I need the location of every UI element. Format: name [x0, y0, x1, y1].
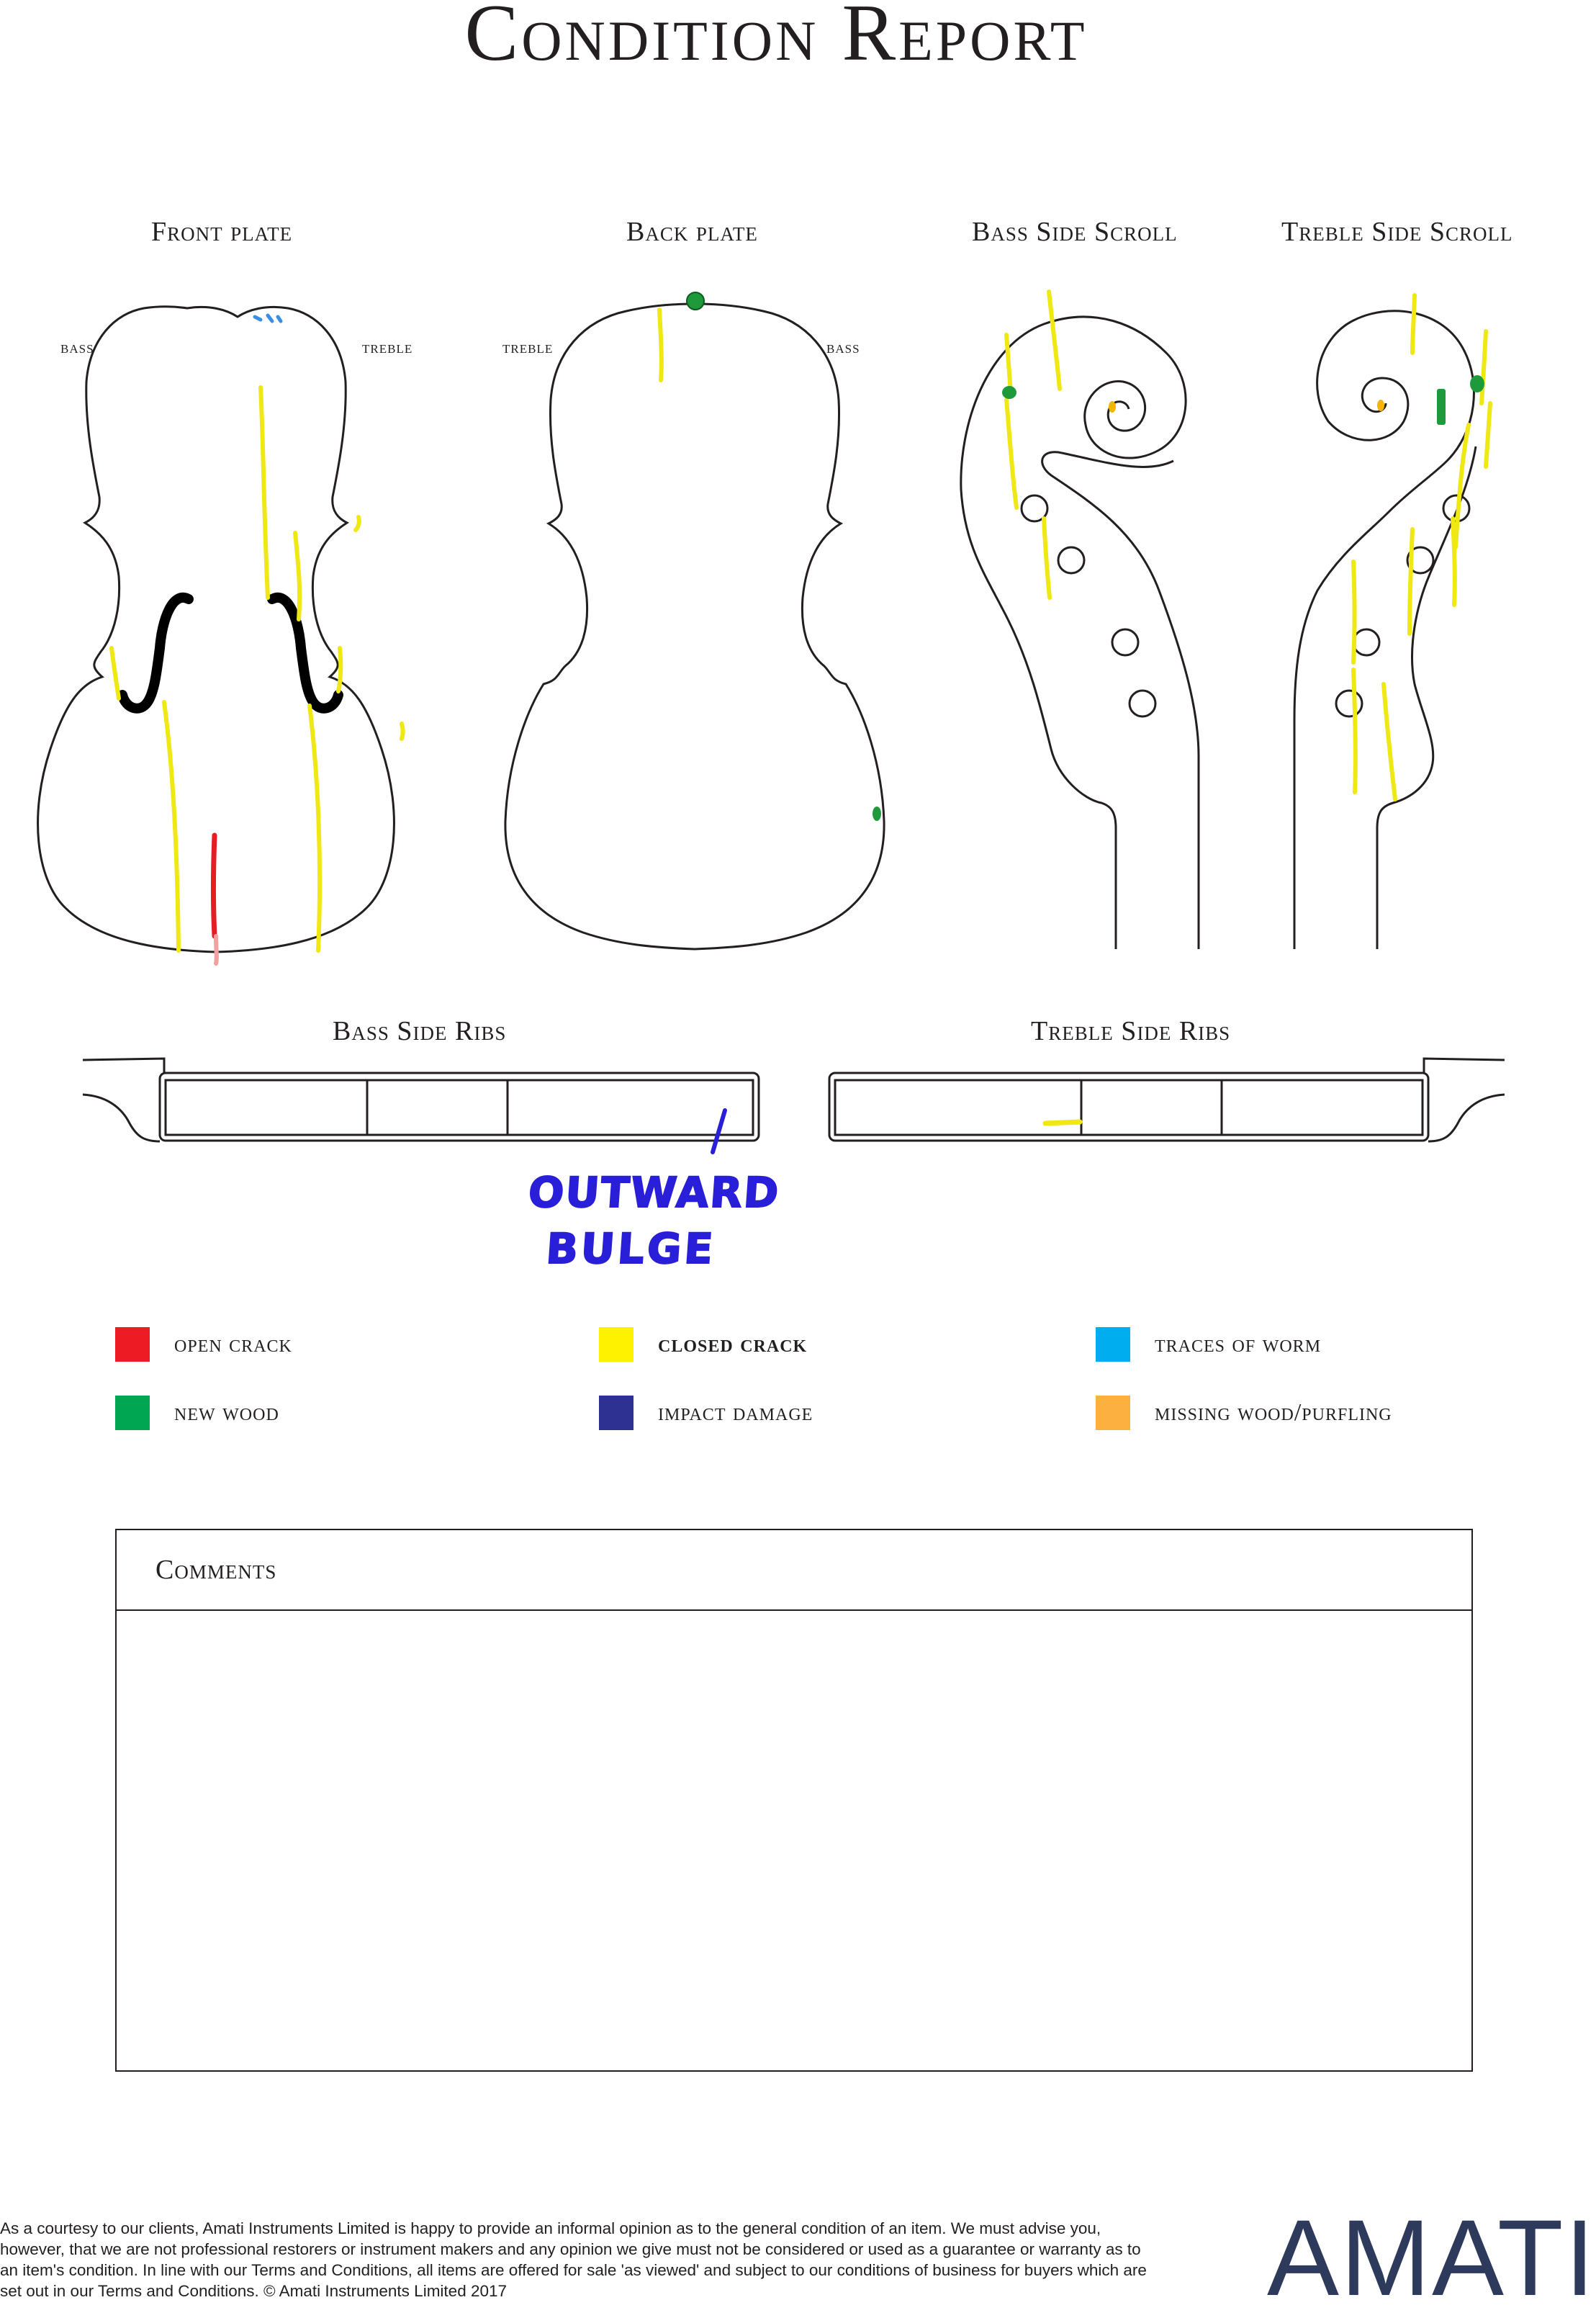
legend-open-crack: [115, 1326, 292, 1362]
bass-side-scroll-outline: [961, 317, 1199, 949]
back-plate-marks: [659, 292, 881, 821]
rib-marks: [713, 1110, 1080, 1152]
front-treble-side-label: treble: [362, 338, 413, 357]
annotation-bulge: BULGE: [544, 1224, 718, 1273]
impact-damage-swatch: [599, 1396, 634, 1430]
comments-field[interactable]: [117, 1611, 1471, 2072]
front-bass-side-label: bass: [60, 338, 94, 357]
page-title: Condition Report: [464, 0, 1088, 78]
treble-side-scroll-outline: [1294, 311, 1476, 949]
f-holes: [122, 598, 338, 709]
front-plate-label: Front plate: [151, 217, 293, 247]
bass-side-scroll-label: Bass Side Scroll: [972, 217, 1178, 247]
treble-side-ribs-outline: [829, 1059, 1505, 1141]
front-plate-marks: [112, 315, 403, 963]
closed-crack-swatch: [599, 1327, 634, 1362]
legend-label: traces of worm: [1155, 1331, 1322, 1357]
treble-side-ribs-label: Treble Side Ribs: [1031, 1016, 1231, 1046]
legend-new-wood: [115, 1395, 279, 1431]
bass-side-ribs-outline: [83, 1059, 759, 1141]
legend-closed-crack: [599, 1326, 807, 1362]
treble-side-scroll-label: Treble Side Scroll: [1281, 217, 1513, 247]
comments-box: [115, 1529, 1473, 2072]
bass-side-ribs-label: Bass Side Ribs: [333, 1016, 507, 1046]
legend-traces-of-worm: [1096, 1326, 1321, 1362]
traces-of-worm-swatch: [1096, 1327, 1130, 1362]
disclaimer-text: As a courtesy to our clients, Amati Instruments Limited is happy to provide an informal opinion as to the general condition of an item. We must advise you, however, that we are not professional restorers or instrument makers and any opinion we give must not be considered or used as a guarantee or warranty as to an item's condition. In line with our Terms and Conditions, all items are offered for sale 'as viewed' and subject to our conditions of business for buyers which are set out in our Terms and Conditions. © Amati Instruments Limited 2017: [0, 2219, 1147, 2300]
comments-heading: Comments: [117, 1530, 1471, 1611]
legend-label: impact damage: [658, 1399, 813, 1426]
legend-impact-damage: [599, 1395, 813, 1431]
new-wood-swatch: [115, 1396, 150, 1430]
back-treble-side-label: treble: [502, 338, 554, 357]
back-plate-label: Back plate: [626, 217, 758, 247]
annotation-outward: OUTWARD: [526, 1168, 782, 1217]
back-bass-side-label: bass: [826, 338, 860, 357]
legend-missing-wood-purfling: [1096, 1395, 1392, 1431]
legend-label: new wood: [174, 1399, 279, 1426]
legend-label: closed crack: [658, 1331, 808, 1357]
missing-wood-purfling-swatch: [1096, 1396, 1130, 1430]
legend-label: missing wood/purfling: [1155, 1399, 1392, 1426]
back-plate-outline: [505, 304, 884, 949]
amati-logo: AMATI: [1267, 2197, 1596, 2318]
open-crack-swatch: [115, 1327, 150, 1362]
legend-label: open crack: [174, 1331, 292, 1357]
